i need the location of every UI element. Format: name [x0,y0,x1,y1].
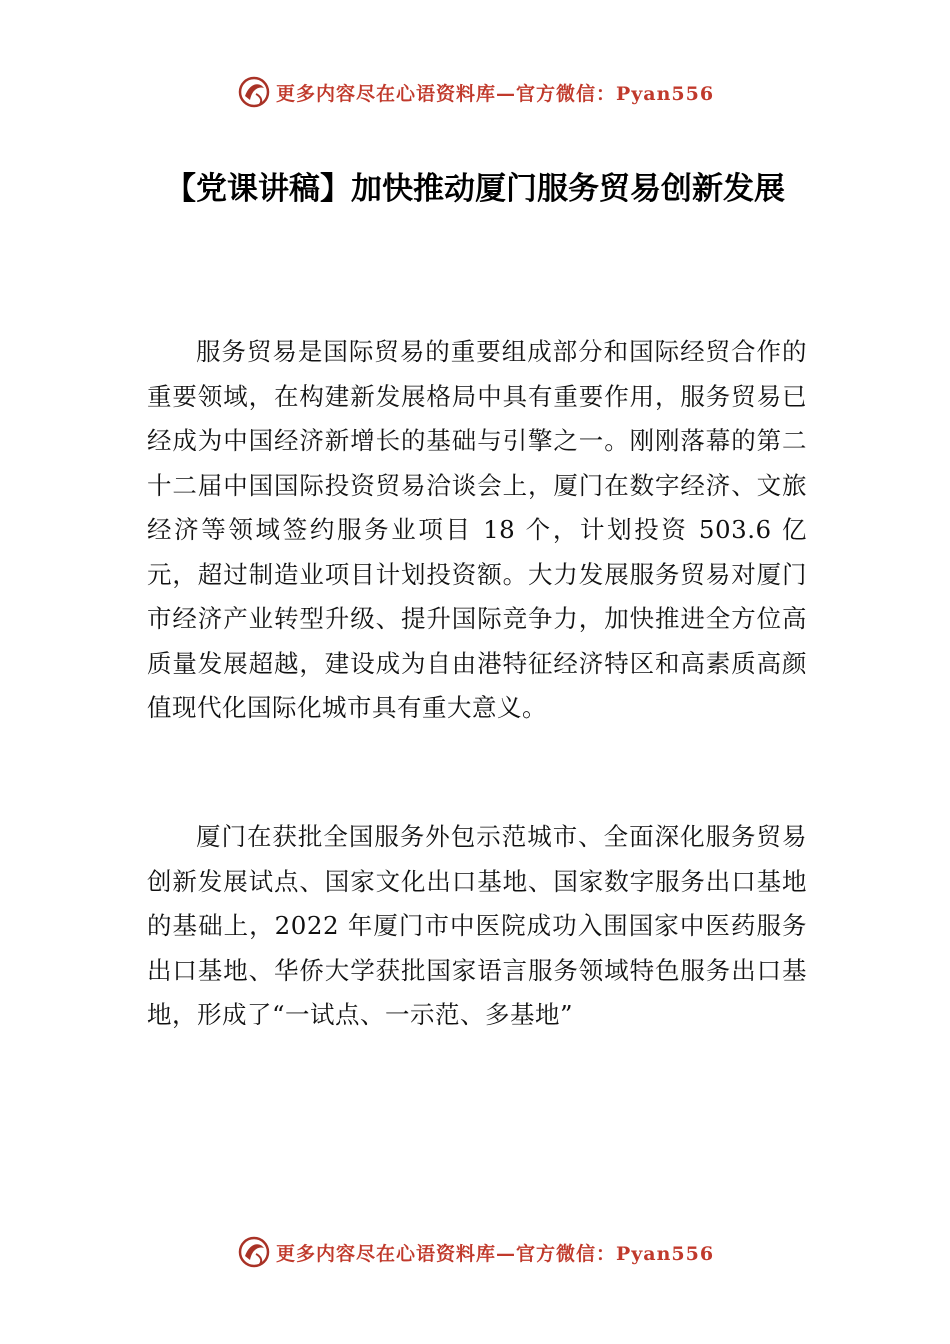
logo-icon [236,74,272,110]
paragraph-2: 厦门在获批全国服务外包示范城市、全面深化服务贸易创新发展试点、国家文化出口基地、国家数字服务出口基地的基础上，2022 年厦门市中医院成功入围国家中医药服务出口基地、华侨大学获批国家语言服务领域特色服务出口基地，形成了“一试点、一示范、多基地” [147,822,807,1029]
footer-banner-text: 更多内容尽在心语资料库—官方微信：Pyan556 [275,1242,715,1265]
page-title: 【党课讲稿】加快推动厦门服务贸易创新发展 [165,171,785,207]
footer-banner [0,1232,950,1272]
header-banner [0,72,950,112]
header-banner-text: 更多内容尽在心语资料库—官方微信：Pyan556 [275,82,715,105]
logo-icon [236,1234,272,1270]
paragraph-1: 服务贸易是国际贸易的重要组成部分和国际经贸合作的重要领域，在构建新发展格局中具有重要作用，服务贸易已经成为中国经济新增长的基础与引擎之一。刚刚落幕的第二十二届中国国际投资贸易洽谈会上，厦门在数字经济、文旅经济等领域签约服务业项目 18 个，计划投资 503.6 亿元，超过制造业项目计划投资额。大力发展服务贸易对厦门市经济产业转型升级、提升国际竞争力，加快推进全方位高质量发展超越，建设成为自由港特征经济特区和高素质高颜值现代化国际化城市具有重大意义。 [147,337,807,722]
